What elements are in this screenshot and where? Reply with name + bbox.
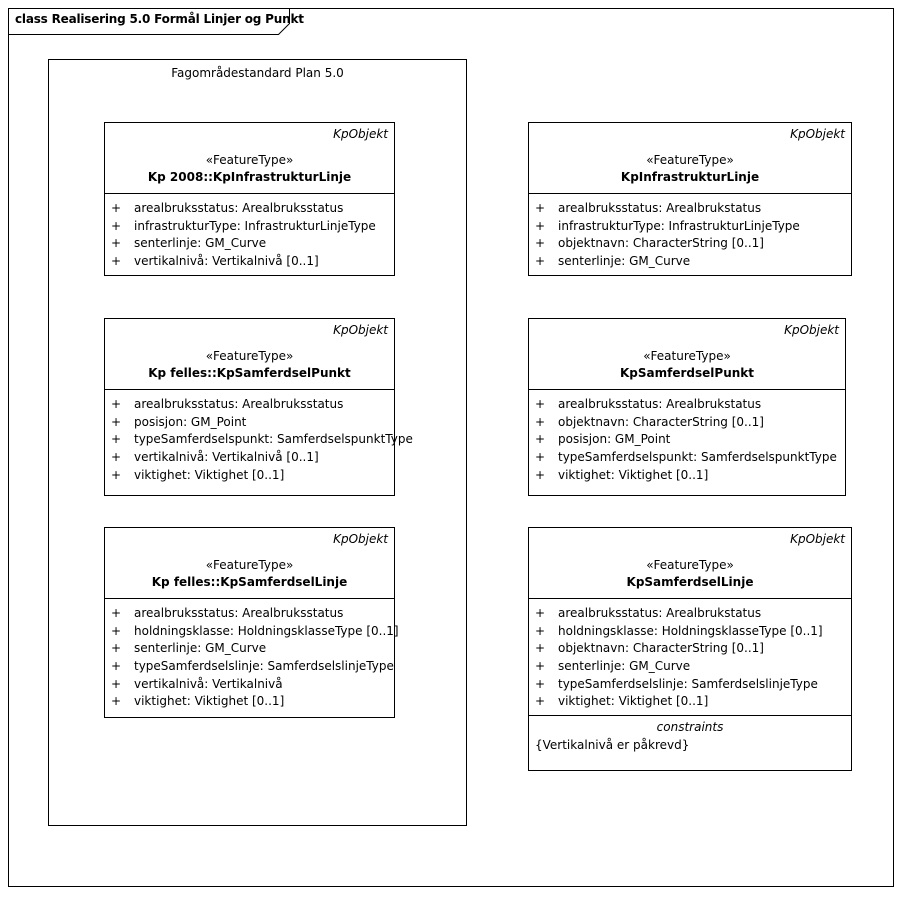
attribute-list [529,390,845,488]
attribute-row[interactable] [105,623,399,641]
class-name: Kp felles::KpSamferdselLinje [151,575,348,589]
attribute-list [105,390,413,488]
attribute-text: vertikalnivå: Vertikalnivå [0..1] [134,254,319,269]
attribute-text: posisjon: GM_Point [558,432,671,447]
parent-class-label: KpObjekt [784,323,839,337]
visibility-marker: + [111,694,122,709]
visibility-marker: + [535,694,546,709]
attribute-row[interactable] [529,396,845,414]
attribute-text: infrastrukturType: InfrastrukturLinjeType [558,218,800,233]
attribute-text: senterlinje: GM_Curve [134,641,267,656]
attribute-row[interactable] [105,658,394,676]
attribute-row[interactable] [105,431,413,449]
class-kpsamferdselpunkt[interactable] [528,318,846,496]
attribute-row[interactable] [105,449,394,467]
class-header [105,528,394,599]
attribute-row[interactable] [105,235,394,253]
constraints-title: constraints [656,720,724,735]
attribute-text: viktighet: Viktighet [0..1] [558,694,709,709]
attribute-row[interactable] [105,467,394,485]
attribute-text: vertikalnivå: Vertikalnivå [134,676,283,691]
parent-class-label: KpObjekt [790,127,845,141]
class-header [529,123,851,194]
attribute-text: arealbruksstatus: Arealbrukstatus [558,201,762,215]
visibility-marker: + [111,397,122,411]
visibility-marker: + [111,641,122,656]
class-kpfelles-kpsamferdselpunkt[interactable] [104,318,413,496]
attribute-list [529,194,851,275]
visibility-marker: + [111,623,122,638]
attribute-text: arealbruksstatus: Arealbrukstatus [558,606,762,620]
attribute-row[interactable] [105,253,394,271]
class-name: KpSamferdselPunkt [620,366,754,380]
visibility-marker: + [111,254,122,269]
stereotype-label: «FeatureType» [205,558,294,572]
visibility-marker: + [535,606,546,620]
class-kp2008-kpinfrastrukturlinje[interactable] [104,122,395,276]
attribute-text: posisjon: GM_Point [134,414,247,429]
visibility-marker: + [535,450,546,465]
class-header [529,528,851,599]
attribute-text: typeSamferdselspunkt: SamferdselspunktType [134,432,413,447]
visibility-marker: + [535,432,546,447]
attribute-text: arealbruksstatus: Arealbruksstatus [134,201,344,215]
class-name: Kp felles::KpSamferdselPunkt [148,366,351,380]
attribute-row[interactable] [529,467,845,485]
class-kpsamferdsellinje[interactable] [528,527,852,771]
attribute-row[interactable] [105,396,394,414]
attribute-row[interactable] [105,218,394,236]
attribute-row[interactable] [529,414,845,432]
attribute-row[interactable] [105,693,394,711]
attribute-row[interactable] [529,640,851,658]
attribute-text: holdningsklasse: HoldningsklasseType [0..1] [558,623,823,638]
attribute-row[interactable] [105,414,394,432]
attribute-row[interactable] [105,605,394,623]
attribute-text: vertikalnivå: Vertikalnivå [0..1] [134,450,319,465]
attribute-list [105,194,394,275]
attribute-text: viktighet: Viktighet [0..1] [134,467,285,482]
attribute-text: holdningsklasse: HoldningsklasseType [0..1] [134,623,399,638]
class-name: KpSamferdselLinje [626,575,754,589]
attribute-text: senterlinje: GM_Curve [558,659,691,674]
attribute-text: arealbruksstatus: Arealbrukstatus [558,397,762,411]
visibility-marker: + [535,236,546,251]
attribute-row[interactable] [529,200,851,218]
attribute-text: objektnavn: CharacterString [0..1] [558,414,764,429]
visibility-marker: + [111,414,122,429]
visibility-marker: + [111,676,122,691]
class-name: Kp 2008::KpInfrastrukturLinje [147,170,352,184]
attribute-text: typeSamferdselslinje: SamferdselslinjeType [134,659,394,674]
attribute-row[interactable] [529,449,845,467]
attribute-row[interactable] [529,676,851,694]
class-header [529,319,845,390]
attribute-list [105,599,399,715]
attribute-row[interactable] [529,218,851,236]
visibility-marker: + [111,450,122,465]
class-kpinfrastrukturlinje[interactable] [528,122,852,276]
class-header [105,319,394,390]
visibility-marker: + [535,414,546,429]
attribute-text: objektnavn: CharacterString [0..1] [558,641,764,656]
stereotype-label: «FeatureType» [205,153,294,167]
attribute-text: senterlinje: GM_Curve [134,236,267,251]
attribute-row[interactable] [529,431,845,449]
diagram-title: class Realisering 5.0 Formål Linjer og Punkt [15,12,304,26]
attribute-row[interactable] [529,623,851,641]
parent-class-label: KpObjekt [333,532,388,546]
attribute-text: typeSamferdselspunkt: SamferdselspunktType [558,450,837,465]
visibility-marker: + [111,218,122,233]
attribute-row[interactable] [105,676,394,694]
visibility-marker: + [111,606,122,620]
parent-class-label: KpObjekt [333,323,388,337]
package-title: Fagområdestandard Plan 5.0 [171,66,344,80]
stereotype-label: «FeatureType» [205,349,294,363]
stereotype-label: «FeatureType» [646,558,734,572]
constraints-section [529,715,851,771]
class-header [105,123,394,194]
visibility-marker: + [535,641,546,656]
attribute-row[interactable] [105,640,394,658]
visibility-marker: + [535,218,546,233]
attribute-text: typeSamferdselslinje: SamferdselslinjeType [558,676,818,691]
attribute-text: senterlinje: GM_Curve [558,254,691,269]
visibility-marker: + [535,623,546,638]
attribute-text: arealbruksstatus: Arealbruksstatus [134,397,344,411]
stereotype-label: «FeatureType» [646,153,734,167]
visibility-marker: + [535,467,546,482]
visibility-marker: + [535,201,546,215]
attribute-row[interactable] [529,605,851,623]
visibility-marker: + [535,676,546,691]
parent-class-label: KpObjekt [790,532,845,546]
stereotype-label: «FeatureType» [643,349,731,363]
attribute-text: objektnavn: CharacterString [0..1] [558,236,764,251]
attribute-text: arealbruksstatus: Arealbruksstatus [134,606,344,620]
class-kpfelles-kpsamferdsellinje[interactable] [104,527,399,718]
attribute-row[interactable] [105,200,394,218]
attribute-row[interactable] [529,693,851,711]
constraint-text[interactable]: {Vertikalnivå er påkrevd} [535,738,690,753]
attribute-row[interactable] [529,253,851,271]
visibility-marker: + [111,201,122,215]
visibility-marker: + [535,397,546,411]
visibility-marker: + [535,254,546,269]
visibility-marker: + [111,432,122,447]
attribute-text: viktighet: Viktighet [0..1] [558,467,709,482]
visibility-marker: + [111,236,122,251]
attribute-list [529,599,851,715]
attribute-row[interactable] [529,235,851,253]
visibility-marker: + [111,467,122,482]
visibility-marker: + [111,659,122,674]
class-name: KpInfrastrukturLinje [620,170,760,184]
attribute-text: viktighet: Viktighet [0..1] [134,694,285,709]
visibility-marker: + [535,659,546,674]
parent-class-label: KpObjekt [333,127,388,141]
attribute-row[interactable] [529,658,851,676]
attribute-text: infrastrukturType: InfrastrukturLinjeType [134,218,376,233]
